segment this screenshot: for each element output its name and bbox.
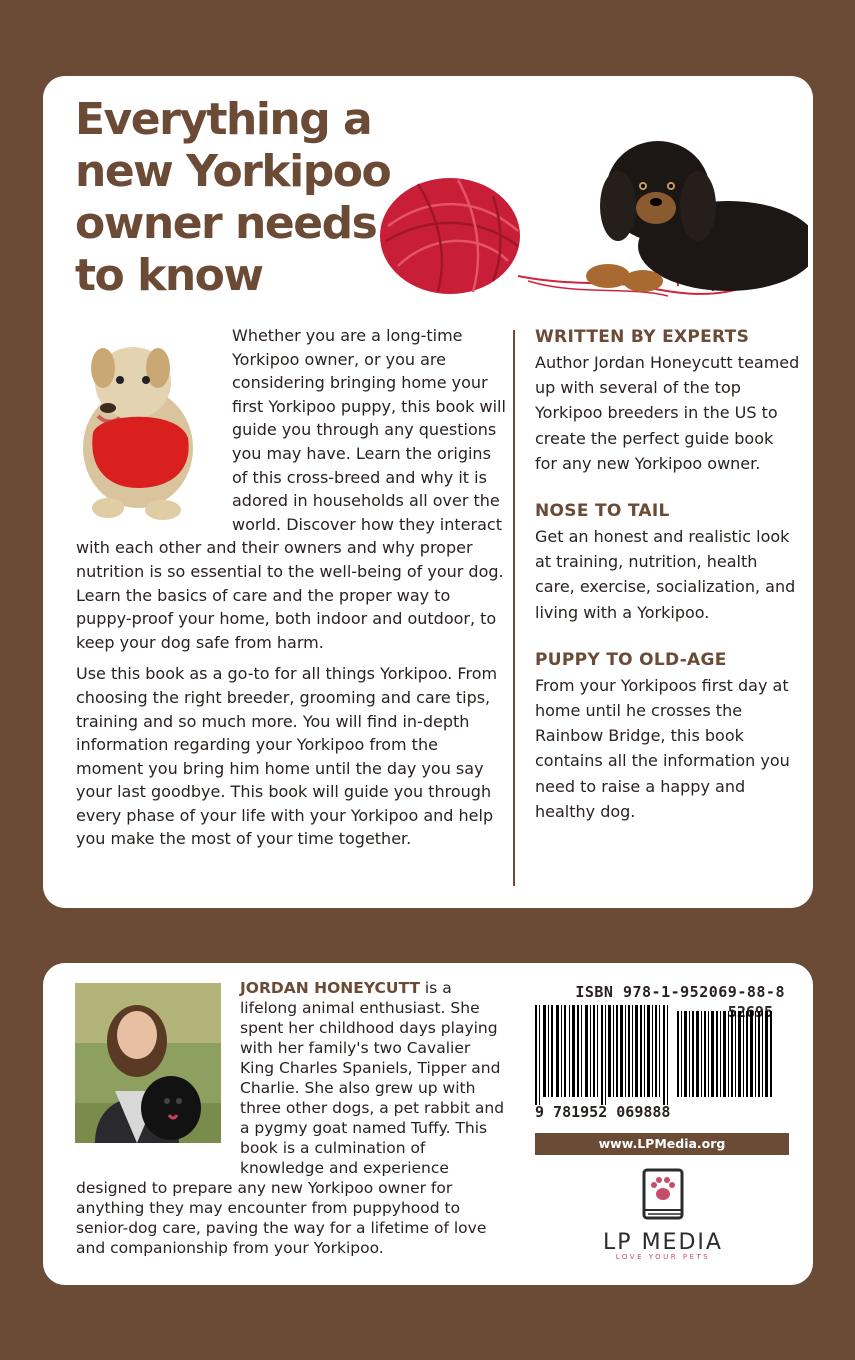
publisher-tagline: LOVE YOUR PETS [615, 1253, 711, 1261]
column-divider [513, 330, 515, 886]
top-panel [43, 76, 813, 908]
author-name: JORDAN HONEYCUTT [240, 979, 420, 997]
publisher-logo [583, 1168, 743, 1261]
puppy-with-yarn-image [368, 136, 808, 311]
features-column [535, 324, 800, 846]
ean-number: 9 781952 069888 [535, 1103, 671, 1121]
author-bio-text: is a lifelong animal enthusiast. She spent her childhood days playing with her family's two Cavalier King Charles Spaniels, Tipper and Charlie. She also grew up with three other dogs, a pet rabbit and a pygmy goat named Tuffy. This book is a culmination of knowledge and experience designed to prepare any new Yorkipoo owner for anything they may encounter from puppyhood to senior-dog care, paving the way for a lifetime of love and companionship from your Yorkipoo. [76, 979, 505, 1257]
feature-text-puppy-to-old-age: From your Yorkipoos first day at home until he crosses the Rainbow Bridge, this book contains all the information you need to raise a happy and healthy dog. [535, 675, 790, 821]
publisher-name: LP MEDIA [603, 1230, 723, 1255]
isbn-text: ISBN 978-1-952069-88-8 [575, 983, 785, 1001]
intro-paragraph-2: Use this book as a go-to for all things Yorkipoo. From choosing the right breeder, grooming and care tips, training and so much more. You will find in-depth information regarding your Yorkipoo from the moment you bring him home until the day you say your last goodbye. This book will guide you through every phase of your life with your Yorkipoo and help you make the most of your time together. [76, 664, 498, 849]
intro-text [76, 324, 506, 859]
barcode-block [535, 983, 785, 1121]
feature-heading-nose-to-tail: NOSE TO TAIL [535, 501, 670, 522]
book-paw-icon [640, 1168, 686, 1222]
intro-paragraph-1: Whether you are a long-time Yorkipoo owner, or you are considering bringing home your first Yorkipoo puppy, this book will guide you through any questions you may have. Learn the origins of this cross-breed and why it is adored in households all over the world. Discover how they interact with each other and their owners and why proper nutrition is so essential to the well-being of your dog. Learn the basics of care and the proper way to puppy-proof your home, both indoor and outdoor, to keep your dog safe from harm. [76, 326, 506, 652]
author-bio [76, 978, 506, 1258]
publisher-url: www.LPMedia.org [535, 1133, 789, 1155]
barcode [535, 1005, 785, 1105]
feature-text-experts: Author Jordan Honeycutt teamed up with several of the top Yorkipoo breeders in the US to create the perfect guide book for any new Yorkipoo owner. [535, 353, 800, 473]
feature-heading-experts: WRITTEN BY EXPERTS [535, 327, 750, 347]
headline: Everything a new Yorkipoo owner needs to know [75, 94, 391, 301]
feature-text-nose-to-tail: Get an honest and realistic look at training, nutrition, health care, exercise, socialization, and living with a Yorkipoo. [535, 527, 796, 622]
bottom-panel [43, 963, 813, 1285]
feature-heading-puppy-to-old-age: PUPPY TO OLD-AGE [535, 649, 727, 670]
